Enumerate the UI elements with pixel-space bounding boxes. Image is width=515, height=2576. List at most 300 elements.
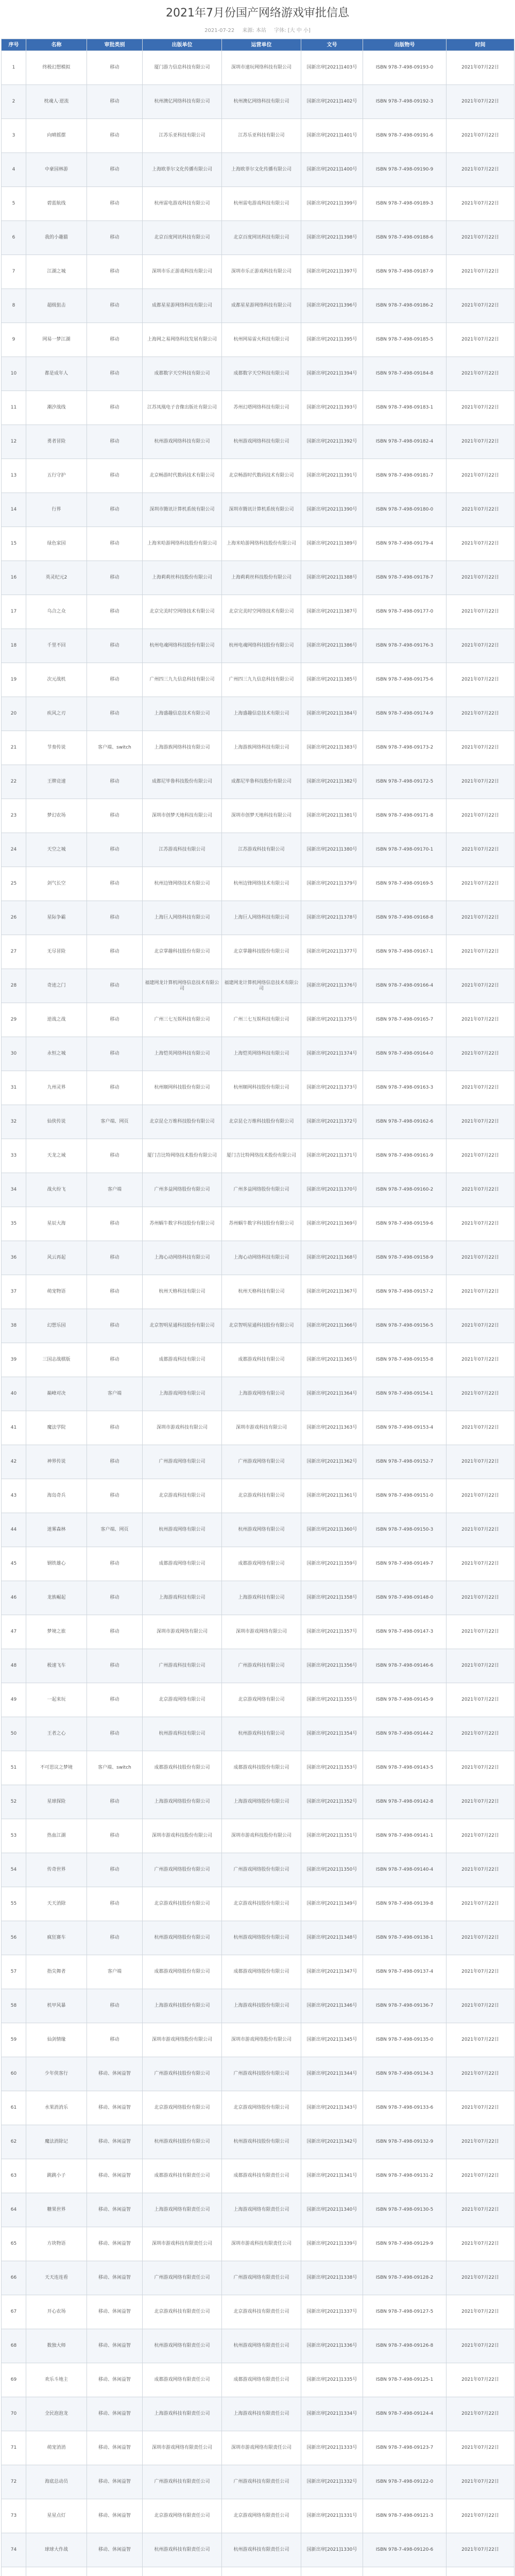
cell-doc-number: 国新出审[2021]1355号	[301, 1683, 363, 1717]
cell-operator: 杭州游戏科技有限公司	[222, 1717, 301, 1751]
cell-category: 移动	[87, 595, 143, 629]
cell-operator: 成都游戏科技有限公司	[222, 1343, 301, 1377]
cell-publisher: 杭州顺网科技股份有限公司	[143, 1071, 222, 1105]
cell-name: 次元战机	[26, 663, 87, 697]
table-row	[2, 1887, 514, 1921]
cell-date: 2021年07月22日	[447, 1309, 514, 1343]
cell-index: 49	[2, 1683, 26, 1717]
cell-operator: 深圳市乐正游戏科技有限公司	[222, 255, 301, 289]
table-row	[2, 391, 514, 425]
cell-operator: 杭州游戏科技股份有限公司	[222, 2125, 301, 2159]
cell-date: 2021年07月22日	[447, 2363, 514, 2397]
cell-category: 移动	[87, 1683, 143, 1717]
table-row	[2, 1921, 514, 1955]
cell-isbn: ISBN 978-7-498-09168-8	[363, 901, 447, 935]
approval-table-wrapper	[1, 39, 514, 2576]
cell-publisher: 广州游戏科技股份有限公司	[143, 2057, 222, 2091]
cell-isbn: ISBN 978-7-498-09183-1	[363, 391, 447, 425]
cell-date: 2021年07月22日	[447, 1649, 514, 1683]
cell-isbn: ISBN 978-7-498-09176-3	[363, 629, 447, 663]
cell-name: 星辰大海	[26, 1207, 87, 1241]
cell-date: 2021年07月22日	[447, 255, 514, 289]
table-row	[2, 2295, 514, 2329]
cell-index: 30	[2, 1037, 26, 1071]
cell-category: 移动、休闲益智	[87, 2261, 143, 2295]
cell-operator: 上海米哈游网络科技股份有限公司	[222, 527, 301, 561]
cell-category: 移动	[87, 221, 143, 255]
table-row	[2, 2193, 514, 2227]
table-row	[2, 493, 514, 527]
cell-date: 2021年07月22日	[447, 1445, 514, 1479]
cell-operator: 深圳市游戏科技有限责任公司	[222, 2227, 301, 2261]
cell-date: 2021年07月22日	[447, 2397, 514, 2431]
cell-name: 绿色家园	[26, 527, 87, 561]
cell-date: 2021年07月22日	[447, 833, 514, 867]
cell-doc-number: 国新出审[2021]1358号	[301, 1581, 363, 1615]
cell-isbn: ISBN 978-7-498-09192-3	[363, 85, 447, 119]
cell-isbn: ISBN 978-7-498-09144-2	[363, 1717, 447, 1751]
cell-name: 指尖舞者	[26, 1955, 87, 1989]
cell-index: 48	[2, 1649, 26, 1683]
cell-doc-number: 国新出审[2021]1334号	[301, 2397, 363, 2431]
cell-name: 机甲风暴	[26, 1989, 87, 2023]
cell-name: 魔法消除记	[26, 2125, 87, 2159]
table-row	[2, 1071, 514, 1105]
cell-date: 2021年07月22日	[447, 357, 514, 391]
cell-isbn: ISBN 978-7-498-09135-0	[363, 2023, 447, 2057]
cell-operator: 上海游族网络科技有限公司	[222, 731, 301, 765]
cell-name: 天空之城	[26, 833, 87, 867]
cell-index: 42	[2, 1445, 26, 1479]
cell-date: 2021年07月22日	[447, 1751, 514, 1785]
table-row	[2, 799, 514, 833]
cell-name: 天龙之域	[26, 1139, 87, 1173]
column-header-category: 审批类别	[87, 39, 143, 51]
cell-index: 37	[2, 1275, 26, 1309]
cell-publisher: 北京游戏科技有限公司	[143, 1479, 222, 1513]
cell-name: 传奇世界	[26, 1853, 87, 1887]
table-row	[2, 2023, 514, 2057]
cell-publisher: 深圳市游戏科技有限公司	[143, 1411, 222, 1445]
cell-operator: 成都游戏科技股份有限公司	[222, 1751, 301, 1785]
table-row	[2, 2329, 514, 2363]
cell-date: 2021年07月22日	[447, 2431, 514, 2465]
cell-date	[447, 2567, 514, 2576]
cell-category: 客户端	[87, 1955, 143, 1989]
cell-index: 38	[2, 1309, 26, 1343]
cell-isbn: ISBN 978-7-498-09150-3	[363, 1513, 447, 1547]
cell-name: 碧蓝航线	[26, 187, 87, 221]
cell-isbn: ISBN 978-7-498-09186-2	[363, 289, 447, 323]
cell-date: 2021年07月22日	[447, 663, 514, 697]
cell-isbn: ISBN 978-7-498-09164-0	[363, 1037, 447, 1071]
cell-index: 24	[2, 833, 26, 867]
cell-date: 2021年07月22日	[447, 323, 514, 357]
cell-publisher: 北京完美时空网络技术有限公司	[143, 595, 222, 629]
cell-category: 移动	[87, 1445, 143, 1479]
table-row	[2, 935, 514, 969]
cell-category: 移动	[87, 901, 143, 935]
cell-isbn: ISBN 978-7-498-09128-2	[363, 2261, 447, 2295]
cell-operator: 江苏乐亚科技有限公司	[222, 119, 301, 153]
cell-doc-number: 国新出审[2021]1363号	[301, 1411, 363, 1445]
cell-name: 三国志战棋版	[26, 1343, 87, 1377]
cell-index: 60	[2, 2057, 26, 2091]
cell-publisher: 成都尼毕鲁科技股份有限公司	[143, 765, 222, 799]
cell-publisher: 杭州雷电游戏科技有限公司	[143, 187, 222, 221]
cell-index: 34	[2, 1173, 26, 1207]
cell-isbn: ISBN 978-7-498-09182-4	[363, 425, 447, 459]
cell-date: 2021年07月22日	[447, 425, 514, 459]
table-row	[2, 1683, 514, 1717]
cell-name: 迷雾森林	[26, 1513, 87, 1547]
table-row	[2, 153, 514, 187]
cell-publisher: 上海游族网络科技有限公司	[143, 731, 222, 765]
cell-index: 65	[2, 2227, 26, 2261]
cell-publisher: 杭州游戏网络科技有限公司	[143, 425, 222, 459]
cell-name: 热血江湖	[26, 1819, 87, 1853]
cell-operator: 北京昆仑万维科技股份有限公司	[222, 1105, 301, 1139]
cell-index: 19	[2, 663, 26, 697]
cell-operator: 上海心动网络科技有限公司	[222, 1241, 301, 1275]
cell-isbn: ISBN 978-7-498-09134-3	[363, 2057, 447, 2091]
table-row	[2, 1989, 514, 2023]
cell-index: 58	[2, 1989, 26, 2023]
cell-category: 客户端、switch	[87, 1751, 143, 1785]
cell-publisher: 北京智明星通科技股份有限公司	[143, 1309, 222, 1343]
cell-index: 22	[2, 765, 26, 799]
cell-category: 移动	[87, 391, 143, 425]
cell-operator: 北京畅游时代数码技术有限公司	[222, 459, 301, 493]
cell-publisher: 北京游戏科技股份有限公司	[143, 1887, 222, 1921]
cell-category: 移动	[87, 1275, 143, 1309]
table-row	[2, 969, 514, 1003]
cell-isbn: ISBN 978-7-498-09187-9	[363, 255, 447, 289]
cell-index: 15	[2, 527, 26, 561]
cell-publisher: 上海游戏科技有限责任公司	[143, 2397, 222, 2431]
cell-isbn: ISBN 978-7-498-09125-1	[363, 2363, 447, 2397]
cell-operator: 北京游戏网络有限责任公司	[222, 2499, 301, 2533]
cell-publisher: 厦门游力信息科技有限公司	[143, 51, 222, 85]
cell-index: 23	[2, 799, 26, 833]
cell-isbn: ISBN 978-7-498-09170-1	[363, 833, 447, 867]
table-row	[2, 595, 514, 629]
cell-category: 移动	[87, 1785, 143, 1819]
cell-index: 21	[2, 731, 26, 765]
cell-operator: 上海欧菲尔文化传播有限公司	[222, 153, 301, 187]
cell-operator: 深圳市腾讯计算机系统有限公司	[222, 493, 301, 527]
cell-category: 移动	[87, 867, 143, 901]
cell-category: 移动	[87, 663, 143, 697]
cell-isbn: ISBN 978-7-498-09174-9	[363, 697, 447, 731]
cell-date: 2021年07月22日	[447, 1887, 514, 1921]
font-size-control[interactable]: 字体: [大 中 小]	[274, 28, 311, 33]
cell-name: 跳跳小子	[26, 2159, 87, 2193]
cell-category: 移动	[87, 1241, 143, 1275]
cell-isbn: ISBN 978-7-498-09160-2	[363, 1173, 447, 1207]
table-row	[2, 697, 514, 731]
cell-publisher: 江苏乐亚科技有限公司	[143, 119, 222, 153]
cell-index: 50	[2, 1717, 26, 1751]
cell-doc-number: 国新出审[2021]1382号	[301, 765, 363, 799]
cell-name: 行界	[26, 493, 87, 527]
cell-category: 移动	[87, 153, 143, 187]
cell-doc-number: 国新出审[2021]1346号	[301, 1989, 363, 2023]
cell-publisher: 杭州游戏科技股份有限公司	[143, 2125, 222, 2159]
cell-operator: 北京游戏科技股份有限公司	[222, 1887, 301, 1921]
cell-doc-number: 国新出审[2021]1398号	[301, 221, 363, 255]
cell-date: 2021年07月22日	[447, 85, 514, 119]
cell-date: 2021年07月22日	[447, 1241, 514, 1275]
cell-index: 28	[2, 969, 26, 1003]
cell-operator: 苏州幻塔网络科技有限公司	[222, 391, 301, 425]
cell-index: 2	[2, 85, 26, 119]
cell-operator: 成都游戏科技有限责任公司	[222, 2159, 301, 2193]
cell-index: 62	[2, 2125, 26, 2159]
cell-category	[87, 2567, 143, 2576]
cell-isbn: ISBN 978-7-498-09177-0	[363, 595, 447, 629]
cell-category: 移动	[87, 697, 143, 731]
cell-index: 31	[2, 1071, 26, 1105]
cell-operator: 北京游戏科技有限公司	[222, 1479, 301, 1513]
cell-date: 2021年07月22日	[447, 1819, 514, 1853]
cell-isbn: ISBN 978-7-498-09172-5	[363, 765, 447, 799]
cell-date: 2021年07月22日	[447, 2261, 514, 2295]
cell-category: 移动	[87, 629, 143, 663]
cell-isbn: ISBN 978-7-498-09130-5	[363, 2193, 447, 2227]
cell-category: 移动、休闲益智	[87, 2397, 143, 2431]
cell-isbn: ISBN 978-7-498-09120-6	[363, 2533, 447, 2567]
cell-index: 41	[2, 1411, 26, 1445]
cell-publisher: 深圳市游戏网络有限责任公司	[143, 2431, 222, 2465]
cell-operator: 杭州电魂网络科技股份有限公司	[222, 629, 301, 663]
cell-category: 移动	[87, 1479, 143, 1513]
cell-doc-number: 国新出审[2021]1330号	[301, 2533, 363, 2567]
cell-date: 2021年07月22日	[447, 1275, 514, 1309]
cell-category: 移动、休闲益智	[87, 2193, 143, 2227]
table-row	[2, 1581, 514, 1615]
cell-name: 少年侠客行	[26, 2057, 87, 2091]
cell-name: 疾风之刃	[26, 697, 87, 731]
cell-name: 风云再起	[26, 1241, 87, 1275]
cell-index: 29	[2, 1003, 26, 1037]
cell-date: 2021年07月22日	[447, 1717, 514, 1751]
cell-index: 1	[2, 51, 26, 85]
cell-date: 2021年07月22日	[447, 1003, 514, 1037]
cell-isbn: ISBN 978-7-498-09169-5	[363, 867, 447, 901]
cell-date: 2021年07月22日	[447, 1853, 514, 1887]
cell-operator: 杭州顺网科技股份有限公司	[222, 1071, 301, 1105]
cell-date: 2021年07月22日	[447, 459, 514, 493]
cell-name: 江湖之城	[26, 255, 87, 289]
cell-index: 10	[2, 357, 26, 391]
cell-name: 超级狙击	[26, 289, 87, 323]
cell-index: 68	[2, 2329, 26, 2363]
cell-date: 2021年07月22日	[447, 935, 514, 969]
table-row	[2, 1207, 514, 1241]
cell-date: 2021年07月22日	[447, 1989, 514, 2023]
cell-isbn: ISBN 978-7-498-09126-8	[363, 2329, 447, 2363]
cell-doc-number: 国新出审[2021]1387号	[301, 595, 363, 629]
cell-operator: 上海巨人网络科技有限公司	[222, 901, 301, 935]
cell-operator: 广州游戏网络股份有限公司	[222, 1853, 301, 1887]
cell-isbn: ISBN 978-7-498-09159-6	[363, 1207, 447, 1241]
cell-isbn: ISBN 978-7-498-09185-5	[363, 323, 447, 357]
cell-isbn: ISBN 978-7-498-09127-5	[363, 2295, 447, 2329]
cell-name: 网易一梦江湖	[26, 323, 87, 357]
cell-doc-number: 国新出审[2021]1388号	[301, 561, 363, 595]
cell-doc-number: 国新出审[2021]1379号	[301, 867, 363, 901]
cell-date: 2021年07月22日	[447, 1479, 514, 1513]
cell-date: 2021年07月22日	[447, 561, 514, 595]
cell-doc-number: 国新出审[2021]1392号	[301, 425, 363, 459]
cell-date: 2021年07月22日	[447, 51, 514, 85]
table-row	[2, 1479, 514, 1513]
cell-index: 63	[2, 2159, 26, 2193]
cell-isbn: ISBN 978-7-498-09154-1	[363, 1377, 447, 1411]
cell-operator: 北京完美时空网络技术有限公司	[222, 595, 301, 629]
cell-isbn: ISBN 978-7-498-09171-8	[363, 799, 447, 833]
cell-doc-number: 国新出审[2021]1344号	[301, 2057, 363, 2091]
cell-doc-number: 国新出审[2021]1364号	[301, 1377, 363, 1411]
cell-isbn: ISBN 978-7-498-09173-2	[363, 731, 447, 765]
table-row	[2, 1785, 514, 1819]
table-row	[2, 901, 514, 935]
cell-operator: 深圳市游戏网络股份有限公司	[222, 2023, 301, 2057]
cell-date: 2021年07月22日	[447, 697, 514, 731]
cell-doc-number: 国新出审[2021]1394号	[301, 357, 363, 391]
cell-name: 开心农场	[26, 2295, 87, 2329]
cell-category: 移动	[87, 1717, 143, 1751]
table-row	[2, 255, 514, 289]
cell-doc-number: 国新出审[2021]1366号	[301, 1309, 363, 1343]
cell-doc-number: 国新出审[2021]1380号	[301, 833, 363, 867]
cell-name: 王者之心	[26, 1717, 87, 1751]
cell-category: 移动	[87, 425, 143, 459]
cell-operator: 杭州澳亿网络科技有限公司	[222, 85, 301, 119]
table-row	[2, 2091, 514, 2125]
cell-name: 欢乐斗地主	[26, 2363, 87, 2397]
cell-operator: 杭州天格科技有限公司	[222, 1275, 301, 1309]
cell-doc-number: 国新出审[2021]1371号	[301, 1139, 363, 1173]
cell-date: 2021年07月22日	[447, 527, 514, 561]
cell-operator: 厦门吉比特网络技术股份有限公司	[222, 1139, 301, 1173]
cell-doc-number: 国新出审[2021]1331号	[301, 2499, 363, 2533]
cell-operator: 广州游戏科技股份有限公司	[222, 2057, 301, 2091]
cell-operator: 深圳市游戏科技股份有限公司	[222, 1819, 301, 1853]
cell-doc-number: 国新出审[2021]1393号	[301, 391, 363, 425]
cell-name: 疯狂赛车	[26, 1921, 87, 1955]
cell-category: 移动	[87, 255, 143, 289]
cell-index: 35	[2, 1207, 26, 1241]
cell-publisher: 上海盛趣信息技术有限公司	[143, 697, 222, 731]
cell-date: 2021年07月22日	[447, 1037, 514, 1071]
cell-date: 2021年07月22日	[447, 595, 514, 629]
cell-index: 73	[2, 2499, 26, 2533]
cell-doc-number: 国新出审[2021]1347号	[301, 1955, 363, 1989]
cell-date: 2021年07月22日	[447, 867, 514, 901]
cell-operator: 杭州游戏网络股份有限公司	[222, 1921, 301, 1955]
cell-doc-number: 国新出审[2021]1352号	[301, 1785, 363, 1819]
cell-category: 移动、休闲益智	[87, 2125, 143, 2159]
cell-doc-number: 国新出审[2021]1356号	[301, 1649, 363, 1683]
publish-date: 2021-07-22	[204, 28, 235, 33]
cell-name	[26, 2567, 87, 2576]
cell-doc-number: 国新出审[2021]1396号	[301, 289, 363, 323]
cell-date: 2021年07月22日	[447, 1581, 514, 1615]
cell-doc-number: 国新出审[2021]1391号	[301, 459, 363, 493]
cell-date: 2021年07月22日	[447, 2329, 514, 2363]
approval-table	[1, 39, 514, 2576]
cell-publisher: 深圳市游戏科技股份有限公司	[143, 1819, 222, 1853]
cell-operator: 杭州雷电游戏科技有限公司	[222, 187, 301, 221]
cell-index: 70	[2, 2397, 26, 2431]
cell-doc-number: 国新出审[2021]1383号	[301, 731, 363, 765]
cell-category: 客户端	[87, 1377, 143, 1411]
cell-publisher: 上海米哈游网络科技股份有限公司	[143, 527, 222, 561]
cell-category: 客户端、switch	[87, 731, 143, 765]
table-row	[2, 1003, 514, 1037]
cell-index: 6	[2, 221, 26, 255]
cell-category: 移动	[87, 187, 143, 221]
cell-operator: 广州游戏网络有限公司	[222, 1445, 301, 1479]
cell-date: 2021年07月22日	[447, 1547, 514, 1581]
cell-category: 移动	[87, 1989, 143, 2023]
cell-category: 移动	[87, 1207, 143, 1241]
cell-category: 移动	[87, 51, 143, 85]
cell-name: 不可思议之梦境	[26, 1751, 87, 1785]
cell-date: 2021年07月22日	[447, 1513, 514, 1547]
cell-index: 59	[2, 2023, 26, 2057]
table-row	[2, 1955, 514, 1989]
cell-operator: 杭州网易雷火科技有限公司	[222, 323, 301, 357]
cell-index: 67	[2, 2295, 26, 2329]
cell-doc-number: 国新出审[2021]1333号	[301, 2431, 363, 2465]
cell-name: 仙剑情缘	[26, 2023, 87, 2057]
cell-index: 56	[2, 1921, 26, 1955]
table-row	[2, 1309, 514, 1343]
cell-index: 26	[2, 901, 26, 935]
cell-publisher: 深圳市乐正游戏科技有限公司	[143, 255, 222, 289]
cell-category: 移动、休闲益智	[87, 2499, 143, 2533]
cell-date: 2021年07月22日	[447, 2227, 514, 2261]
cell-date: 2021年07月22日	[447, 1207, 514, 1241]
cell-name: 魔法学院	[26, 1411, 87, 1445]
cell-isbn: ISBN 978-7-498-09167-1	[363, 935, 447, 969]
cell-doc-number: 国新出审[2021]1359号	[301, 1547, 363, 1581]
cell-operator: 深圳市游戏网络有限公司	[222, 1615, 301, 1649]
cell-publisher: 成都游戏科技有限公司	[143, 1343, 222, 1377]
cell-category: 移动	[87, 799, 143, 833]
cell-isbn: ISBN 978-7-498-09143-5	[363, 1751, 447, 1785]
cell-index: 16	[2, 561, 26, 595]
cell-operator: 成都游戏网络有限公司	[222, 1547, 301, 1581]
cell-isbn	[363, 2567, 447, 2576]
cell-publisher: 杭州澳亿网络科技有限公司	[143, 85, 222, 119]
cell-doc-number: 国新出审[2021]1342号	[301, 2125, 363, 2159]
cell-category: 移动	[87, 527, 143, 561]
cell-category: 移动	[87, 1411, 143, 1445]
table-body	[2, 51, 514, 2576]
cell-index: 57	[2, 1955, 26, 1989]
cell-operator: 广州多益网络股份有限公司	[222, 1173, 301, 1207]
cell-operator: 成都数字天空科技有限公司	[222, 357, 301, 391]
cell-publisher: 杭州游戏网络股份有限公司	[143, 1921, 222, 1955]
cell-name: 战火纷飞	[26, 1173, 87, 1207]
cell-doc-number: 国新出审[2021]1401号	[301, 119, 363, 153]
cell-name: 球球大作战	[26, 2533, 87, 2567]
cell-name: 都是成年人	[26, 357, 87, 391]
